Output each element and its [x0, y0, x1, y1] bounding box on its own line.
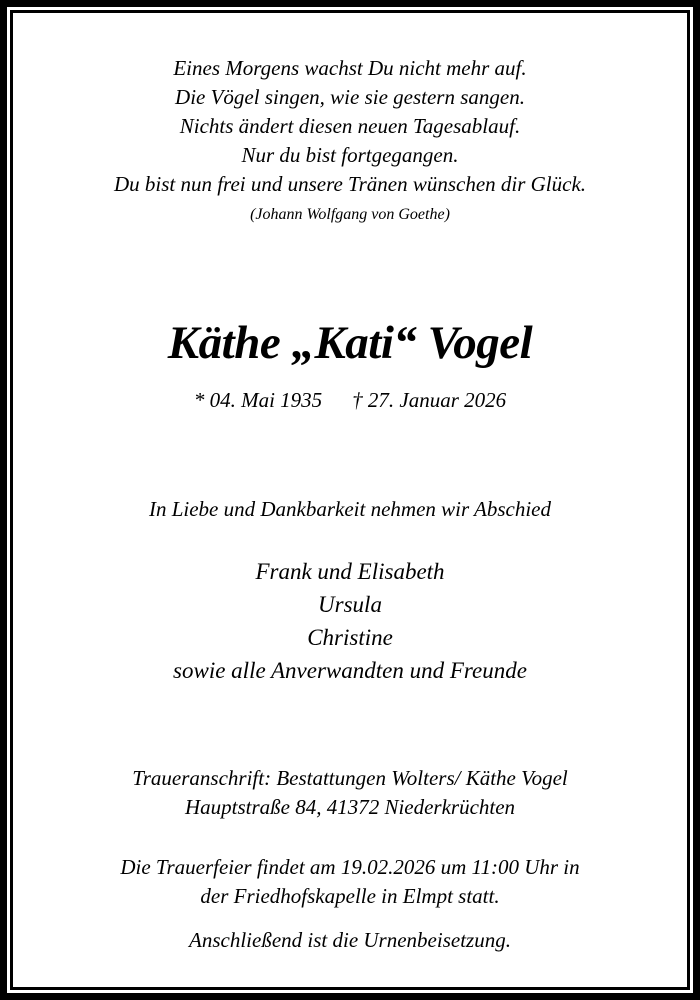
address-line-1: Traueranschrift: Bestattungen Wolters/ Käthe Vogel [132, 766, 568, 790]
ceremony-line-2: der Friedhofskapelle in Elmpt statt. [200, 884, 500, 908]
address-line-2: Hauptstraße 84, 41372 Niederkrüchten [184, 795, 516, 819]
poem-author: (Johann Wolfgang von Goethe) [250, 206, 450, 223]
mourner: Ursula [318, 592, 382, 617]
life-dates [0, 388, 700, 413]
burial-text: Anschließend ist die Urnenbeisetzung. [189, 928, 511, 952]
deceased-name: Käthe „Kati“ Vogel [167, 317, 533, 369]
birth-date: * 04. Mai 1935 [193, 388, 323, 412]
poem-line: Eines Morgens wachst Du nicht mehr auf. [173, 56, 527, 80]
ceremony-line-1: Die Trauerfeier findet am 19.02.2026 um 11:00 Uhr in [120, 855, 580, 879]
farewell-text: In Liebe und Dankbarkeit nehmen wir Abschied [148, 497, 552, 521]
mourner: sowie alle Anverwandten und Freunde [173, 658, 527, 683]
death-date: † 27. Januar 2026 [352, 388, 507, 412]
poem-line: Die Vögel singen, wie sie gestern sangen. [175, 85, 525, 109]
poem-line: Nur du bist fortgegangen. [241, 143, 459, 167]
poem-line: Du bist nun frei und unsere Tränen wünschen dir Glück. [113, 172, 587, 196]
mourner: Christine [307, 625, 393, 650]
poem-line: Nichts ändert diesen neuen Tagesablauf. [179, 114, 521, 138]
mourner: Frank und Elisabeth [255, 559, 445, 584]
